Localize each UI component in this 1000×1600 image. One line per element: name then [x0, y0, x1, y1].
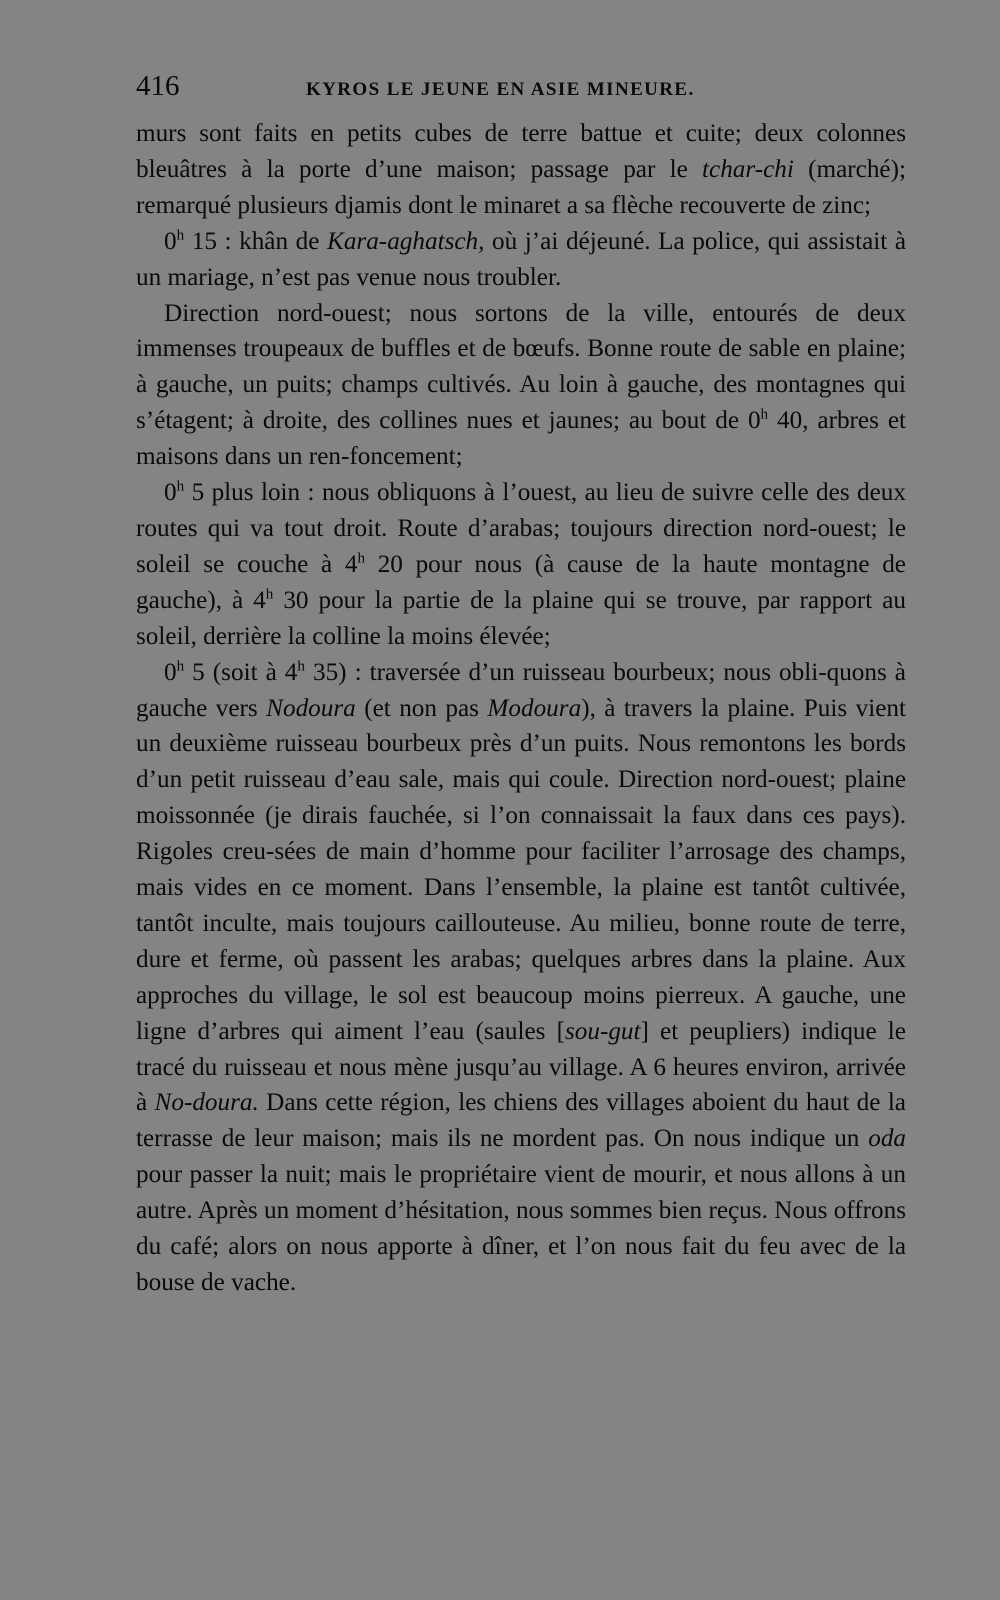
- italic-text: tchar-chi: [702, 155, 794, 183]
- paragraph: [136, 475, 906, 655]
- page-header: [136, 70, 906, 116]
- superscript-hour: h: [176, 478, 185, 495]
- text-segment: pour passer la nuit; mais le propriétaire vient de mourir, et nous allons à un autre. Après un moment d’hésitation, nous sommes bien reçus. Nous offrons du café; alors on nous apporte à dîner, et l’on nous fait du feu avec de la bouse de vache.: [136, 1161, 906, 1296]
- text-segment: 5 (soit à 4: [184, 658, 298, 686]
- text-segment: 0: [164, 227, 177, 255]
- paragraph: [136, 224, 906, 296]
- text-segment: 0: [164, 658, 177, 686]
- text-segment: 15 : khân de: [184, 227, 328, 255]
- page-number: 416: [136, 70, 180, 102]
- text-segment: (marché); remarqué plusieurs djamis dont le minaret a sa flèche recouverte de zinc;: [136, 155, 906, 219]
- text-segment: Direction nord-ouest; nous sortons de la ville, entourés de deux immenses troupeaux de buffles et de bœufs. Bonne route de sable en plaine; à gauche, un puits; champs cultivés. Au loin à gauche, des montagnes qui s’étagent; à droite, des collines nues et jaunes; au bout de 0: [136, 299, 906, 435]
- text-segment: 40, arbres et maisons dans un ren-foncement;: [136, 407, 906, 471]
- superscript-hour: h: [265, 586, 274, 603]
- paragraph: [136, 655, 906, 1301]
- body-text: [136, 116, 906, 1301]
- superscript-hour: h: [297, 658, 305, 675]
- paragraph: [136, 116, 906, 224]
- paragraph: [136, 296, 906, 476]
- superscript-hour: h: [176, 227, 185, 244]
- text-segment: où j’ai déjeuné. La police, qui assistait à un mariage, n’est pas venue nous troubler.: [136, 227, 907, 291]
- italic-text: Nodoura: [266, 694, 356, 722]
- italic-text: Kara-aghatsch,: [327, 227, 485, 255]
- text-segment: 30 pour la partie de la plaine qui se trouve, par rapport au soleil, derrière la colline la moins élevée;: [136, 586, 907, 650]
- superscript-hour: h: [176, 658, 185, 675]
- text-segment: 5 plus loin : nous obliquons à l’ouest, au lieu de suivre celle des deux routes qui va tout droit. Route d’arabas; toujours direction nord-ouest; le soleil se couche à 4: [136, 479, 906, 578]
- text-segment: murs sont faits en petits cubes de terre battue et cuite; deux colonnes bleuâtres à la porte d’une maison; passage par le: [136, 120, 906, 183]
- italic-text: Modoura: [487, 694, 582, 722]
- text-segment: ] et peupliers) indique le tracé du ruisseau et nous mène jusqu’au village. A 6 heures environ, arrivée à: [136, 1017, 906, 1117]
- superscript-hour: h: [760, 406, 769, 423]
- text-segment: Dans cette région, les chiens des villages aboient du haut de la terrasse de leur maison; mais ils ne mordent pas. On nous indique un: [136, 1089, 906, 1153]
- text-segment: (et non pas: [355, 694, 488, 722]
- text-segment: 35) : traversée d’un ruisseau bourbeux; nous obli-quons à gauche vers: [136, 658, 906, 722]
- superscript-hour: h: [357, 550, 365, 567]
- italic-text: sou-gut: [564, 1017, 641, 1045]
- text-segment: 0: [164, 479, 177, 507]
- text-segment: 20 pour nous (à cause de la haute montagne de gauche), à 4: [136, 550, 906, 614]
- book-page: [136, 70, 906, 1301]
- running-title: KYROS LE JEUNE EN ASIE MINEURE.: [306, 79, 695, 100]
- italic-text: oda: [868, 1125, 906, 1153]
- text-segment: ), à travers la plaine. Puis vient un deuxième ruisseau bourbeux près d’un puits. Nous remontons les bords d’un petit ruisseau d’eau sale, mais qui coule. Direction nord-ouest; plaine moissonnée (je dirais fauchée, si l’on connaissait la faux dans ces pays). Rigoles creu-sées de main d’homme pour faciliter l’arrosage des champs, mais vides en ce moment. Dans l’ensemble, la plaine est tantôt cultivée, tantôt inculte, mais toujours caillouteuse. Au milieu, bonne route de terre, dure et ferme, où passent les arabas; quelques arbres dans la plaine. Aux approches du village, le sol est beaucoup moins pierreux. A gauche, une ligne d’arbres qui aiment l’eau (saules [: [136, 694, 906, 1045]
- italic-text: No-doura.: [154, 1089, 259, 1117]
